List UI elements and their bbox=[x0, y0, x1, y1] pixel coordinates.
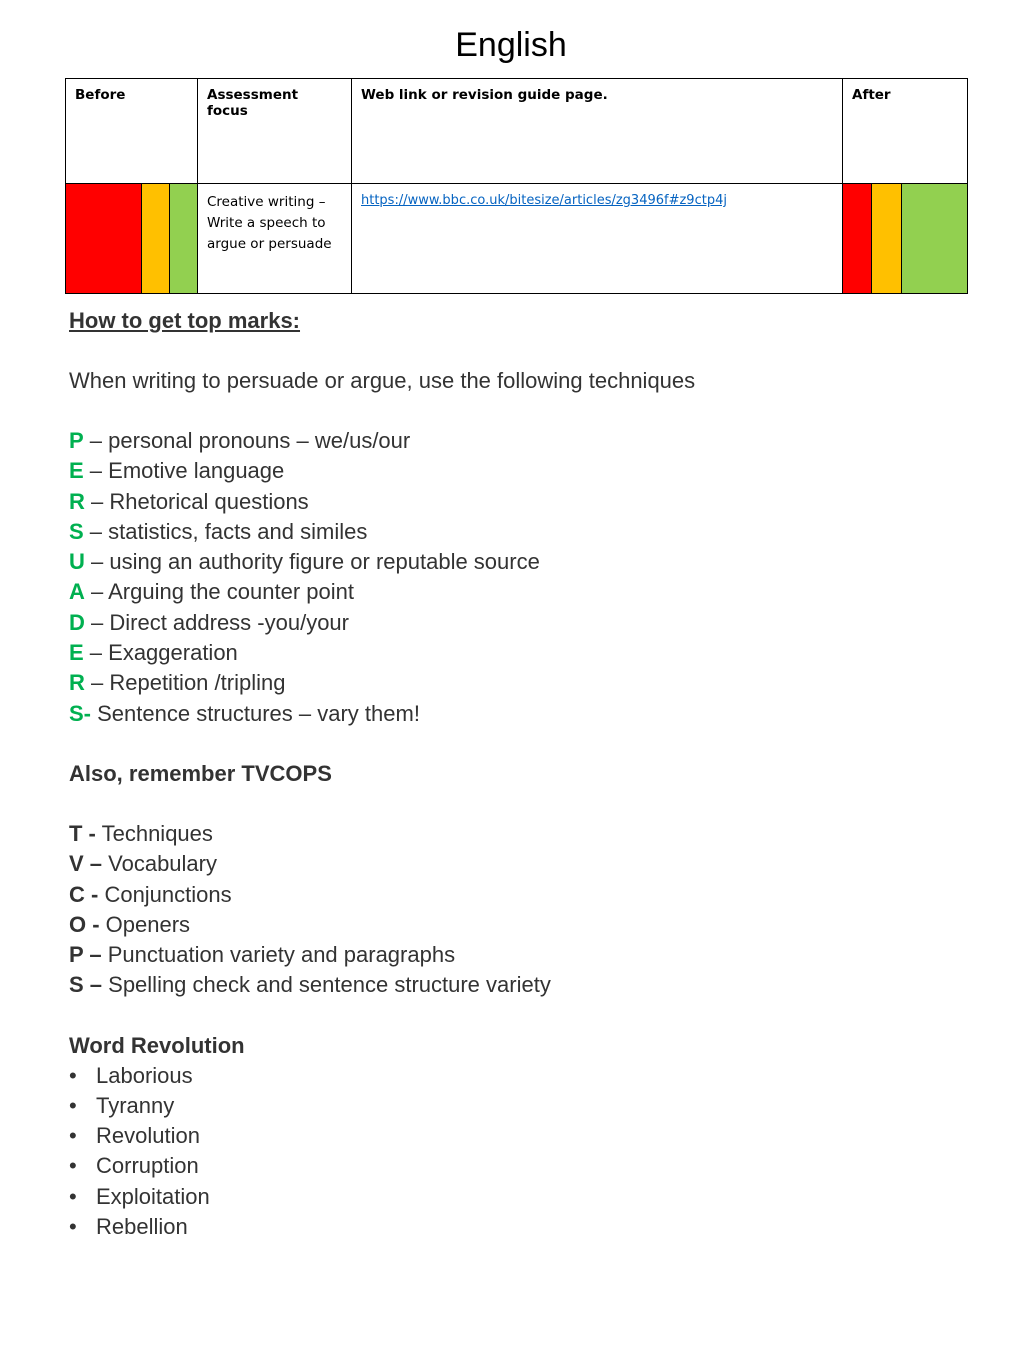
technique-letter: P bbox=[69, 428, 84, 453]
technique-letter: A bbox=[69, 579, 85, 605]
technique-letter: D bbox=[69, 609, 85, 635]
top-marks-intro: When writing to persuade or argue, use the following techniques bbox=[69, 368, 696, 393]
technique-letter: R bbox=[69, 488, 85, 514]
bullet-icon: • bbox=[69, 1092, 77, 1118]
web-link-cell bbox=[352, 184, 843, 294]
list-item bbox=[69, 1212, 769, 1242]
technique-text: – Exaggeration bbox=[83, 640, 238, 666]
revision-content bbox=[69, 306, 769, 1242]
after-amber-cell[interactable] bbox=[872, 184, 902, 294]
tvcops-letter: S – bbox=[69, 972, 103, 998]
before-red-cell[interactable] bbox=[66, 184, 142, 294]
tvcops-text: Punctuation variety and paragraphs bbox=[101, 942, 456, 968]
technique-letter: S- bbox=[69, 700, 91, 726]
technique-text: – Emotive language bbox=[83, 458, 285, 484]
list-item bbox=[69, 668, 769, 698]
bullet-icon: • bbox=[69, 1123, 77, 1149]
technique-text: – Arguing the counter point bbox=[84, 579, 354, 605]
tvcops-heading: Also, remember TVCOPS bbox=[69, 760, 332, 786]
persuasive-techniques-list bbox=[69, 426, 769, 729]
list-item bbox=[69, 577, 769, 607]
tvcops-list bbox=[69, 819, 769, 1001]
tvcops-letter: P – bbox=[69, 942, 102, 968]
list-item bbox=[69, 487, 769, 517]
technique-letter: S bbox=[69, 518, 84, 544]
list-item bbox=[69, 699, 769, 729]
technique-letter: E bbox=[69, 458, 84, 484]
list-item bbox=[69, 608, 769, 638]
tvcops-letter: T - bbox=[69, 820, 96, 846]
list-item bbox=[69, 880, 769, 910]
tvcops-letter: O - bbox=[69, 911, 100, 937]
word-text: Exploitation bbox=[96, 1183, 210, 1209]
list-item bbox=[69, 1121, 769, 1151]
tvcops-letter: V – bbox=[69, 851, 103, 877]
tvcops-text: Conjunctions bbox=[98, 881, 232, 907]
list-item bbox=[69, 910, 769, 940]
technique-letter: R bbox=[69, 670, 85, 696]
before-green-cell[interactable] bbox=[170, 184, 198, 294]
table-row bbox=[66, 184, 968, 294]
bullet-icon: • bbox=[69, 1153, 77, 1179]
header-web-link: Web link or revision guide page. bbox=[352, 79, 843, 184]
technique-text: – Direct address -you/your bbox=[84, 609, 349, 635]
page-title: English bbox=[455, 26, 567, 64]
list-item bbox=[69, 638, 769, 668]
list-item bbox=[69, 456, 769, 486]
after-green-cell[interactable] bbox=[902, 184, 968, 294]
technique-letter: E bbox=[69, 640, 84, 666]
technique-text: – Rhetorical questions bbox=[84, 488, 309, 514]
tvcops-text: Openers bbox=[99, 911, 191, 937]
after-red-cell[interactable] bbox=[843, 184, 872, 294]
tvcops-text: Spelling check and sentence structure variety bbox=[102, 972, 551, 998]
technique-text: – using an authority figure or reputable source bbox=[84, 549, 540, 575]
before-amber-cell[interactable] bbox=[142, 184, 170, 294]
list-item bbox=[69, 1061, 769, 1091]
tvcops-text: Techniques bbox=[95, 820, 213, 846]
word-text: Laborious bbox=[96, 1062, 193, 1088]
word-text: Tyranny bbox=[96, 1092, 175, 1118]
header-before: Before bbox=[66, 79, 198, 184]
word-text: Revolution bbox=[96, 1123, 200, 1149]
header-after: After bbox=[843, 79, 968, 184]
list-item bbox=[69, 1151, 769, 1181]
list-item bbox=[69, 1091, 769, 1121]
list-item bbox=[69, 426, 769, 456]
bullet-icon: • bbox=[69, 1062, 77, 1088]
word-text: Rebellion bbox=[96, 1213, 188, 1239]
list-item bbox=[69, 819, 769, 849]
top-marks-heading: How to get top marks: bbox=[69, 308, 301, 333]
technique-letter: U bbox=[69, 549, 85, 575]
word-text: Corruption bbox=[96, 1153, 199, 1179]
list-item bbox=[69, 547, 769, 577]
word-revolution-list bbox=[69, 1061, 769, 1242]
tvcops-text: Vocabulary bbox=[102, 851, 217, 877]
bbc-bitesize-link[interactable]: https://www.bbc.co.uk/bitesize/articles/zg3496f#z9ctp4j bbox=[361, 193, 727, 208]
assessment-table bbox=[65, 78, 968, 294]
assessment-focus-cell: Creative writing – Write a speech to argue or persuade bbox=[198, 184, 352, 294]
list-item bbox=[69, 849, 769, 879]
technique-text: – personal pronouns – we/us/our bbox=[83, 428, 411, 453]
tvcops-letter: C - bbox=[69, 881, 99, 907]
technique-text: – Repetition /tripling bbox=[84, 670, 286, 696]
list-item bbox=[69, 970, 769, 1000]
list-item bbox=[69, 1182, 769, 1212]
header-assessment-focus: Assessment focus bbox=[198, 79, 352, 184]
word-revolution-heading: Word Revolution bbox=[69, 1032, 245, 1058]
list-item bbox=[69, 940, 769, 970]
list-item bbox=[69, 517, 769, 547]
bullet-icon: • bbox=[69, 1213, 77, 1239]
technique-text: – statistics, facts and similes bbox=[83, 518, 368, 544]
bullet-icon: • bbox=[69, 1183, 77, 1209]
table-header-row bbox=[66, 79, 968, 184]
technique-text: Sentence structures – vary them! bbox=[91, 700, 420, 726]
